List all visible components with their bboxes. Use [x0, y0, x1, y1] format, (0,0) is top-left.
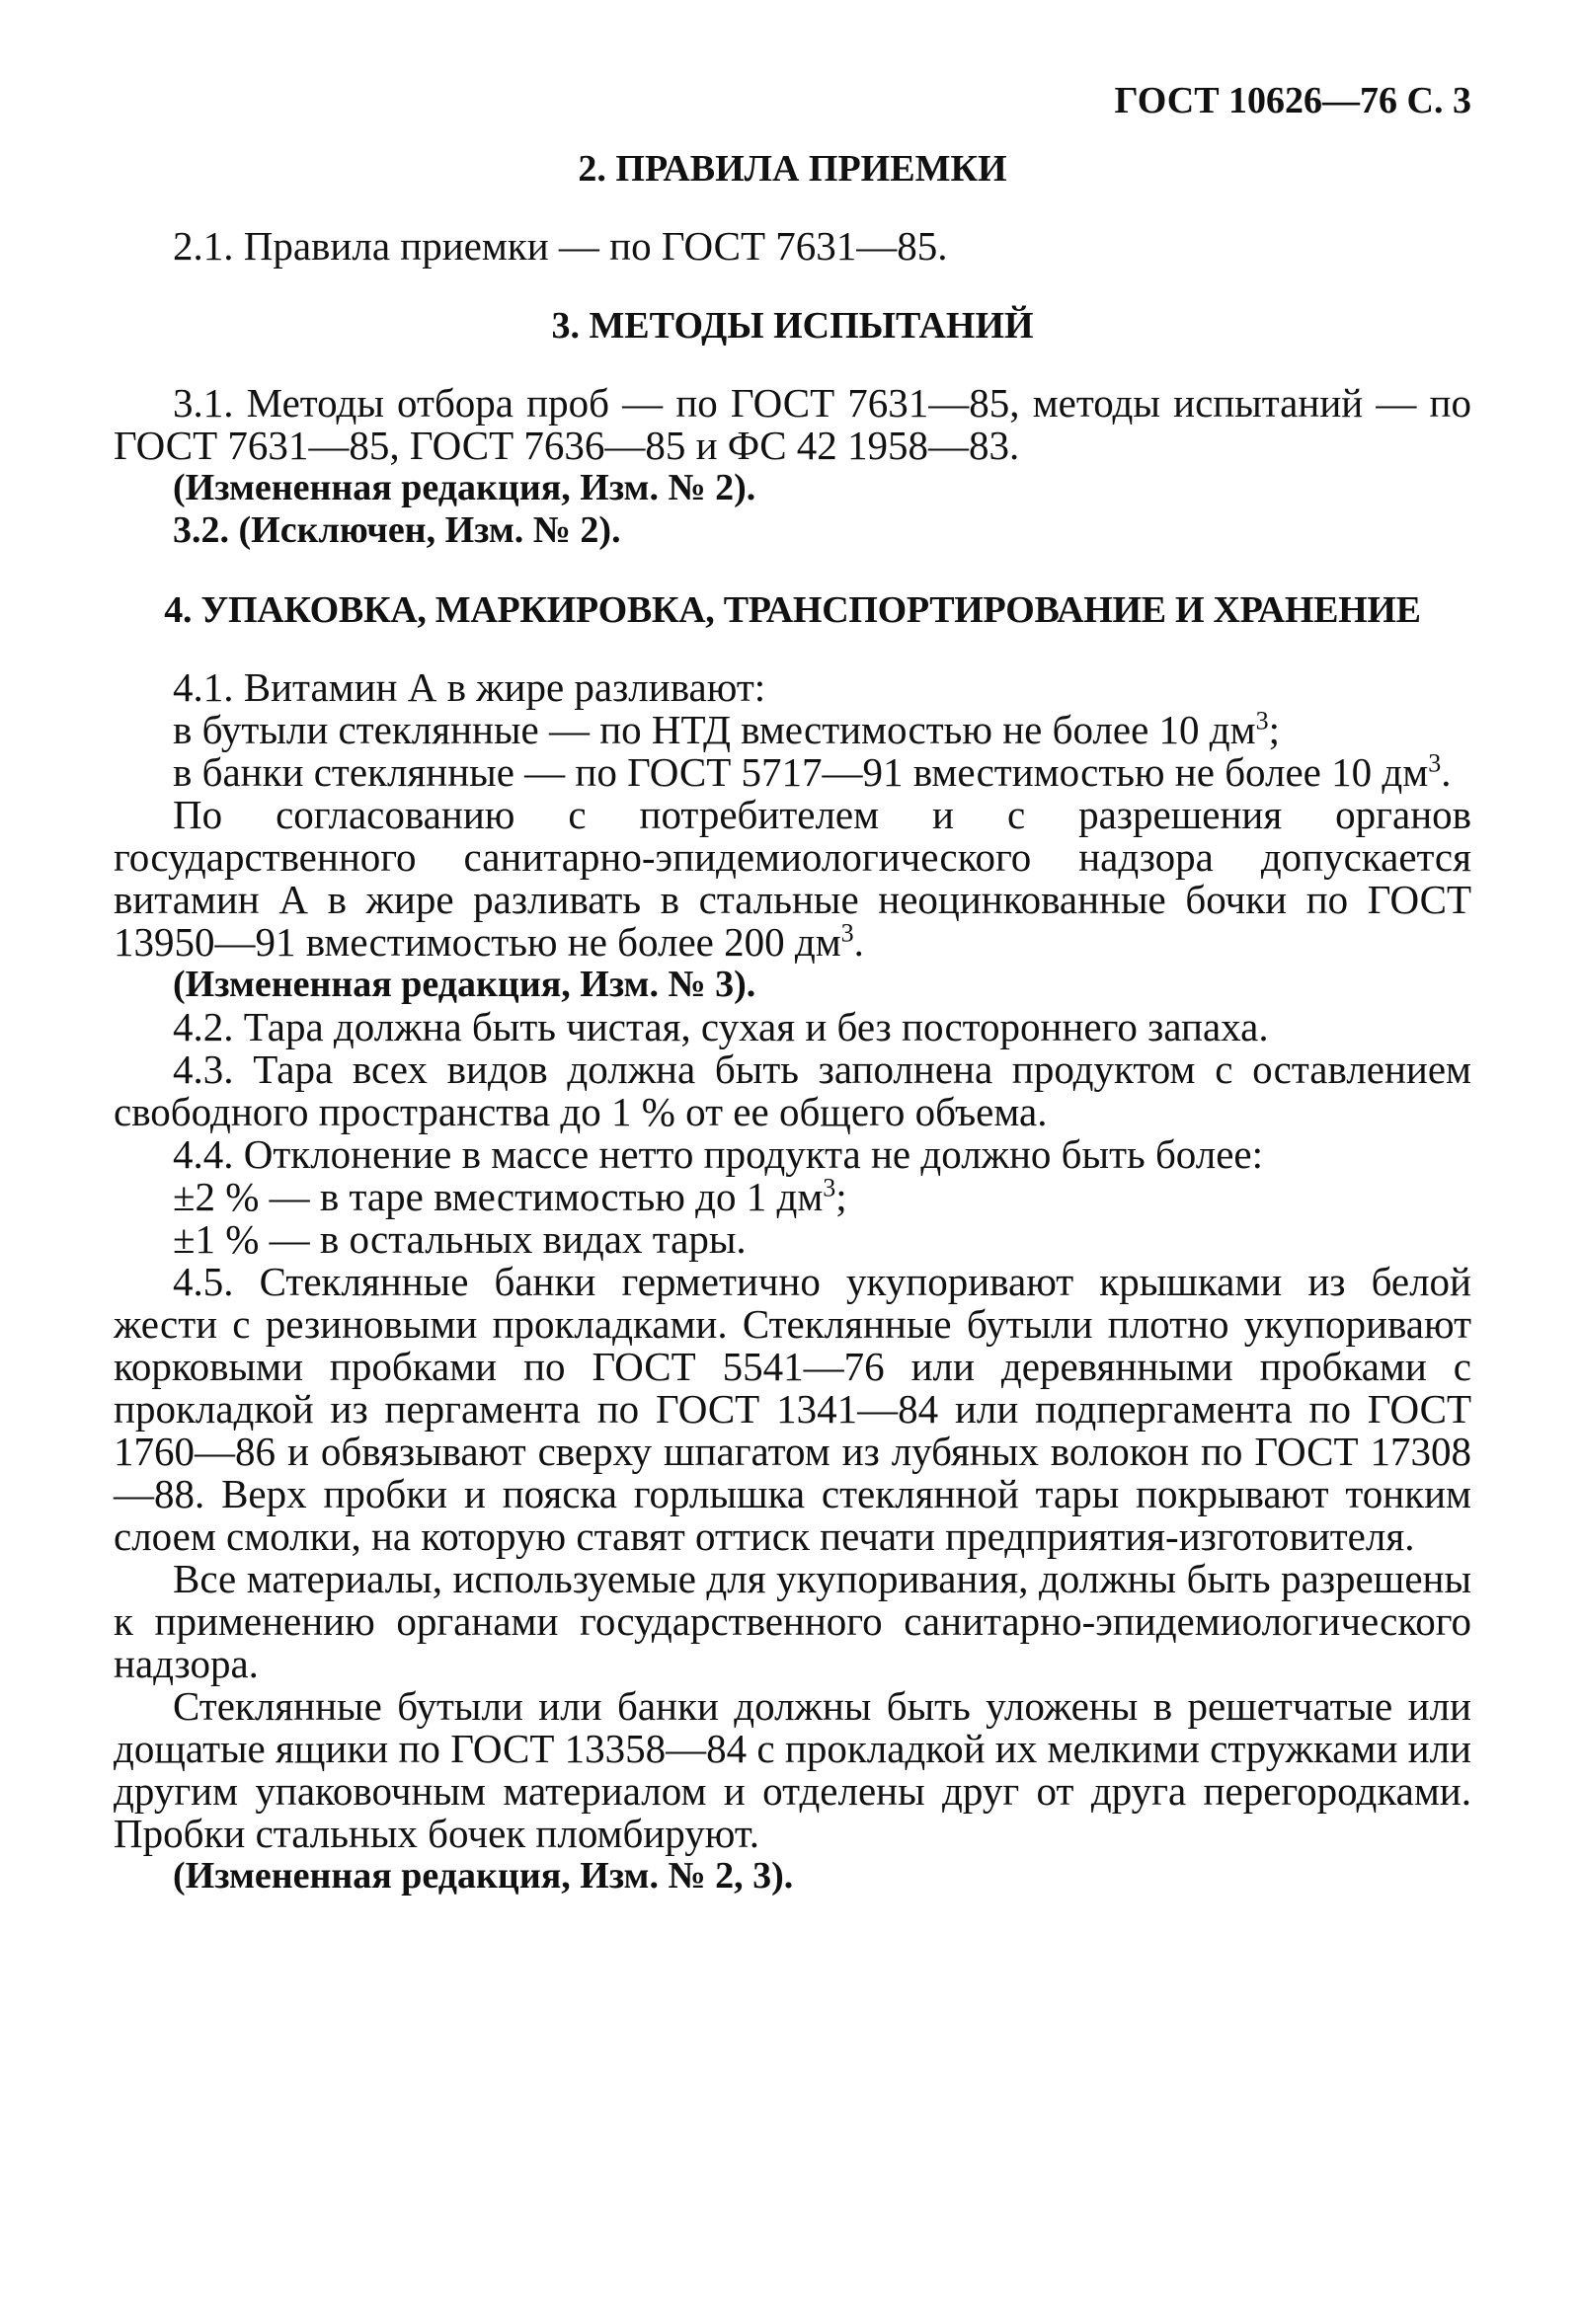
barrels-unit-exponent: 3 [840, 918, 854, 948]
paragraph-4-1-bottles [114, 706, 1471, 752]
paragraph-2-1: 2.1. Правила приемки — по ГОСТ 7631—85. [173, 223, 948, 269]
paragraph-4-5-packing: Стеклянные бутыли или банки должны быть уложены в решетчатые или дощатые ящики по ГОСТ 13358—84 с прокладкой их мелкими стружками или другим упаковочным материалом и отделены друг от друга перегородками. Пробки стальных бочек пломбируют. [114, 1683, 1471, 1856]
section-4-title: 4. УПАКОВКА, МАРКИРОВКА, ТРАНСПОРТИРОВАНИЕ И ХРАНЕНИЕ [164, 589, 1421, 631]
amendment-note-3-1: (Измененная редакция, Изм. № 2). [173, 467, 756, 508]
barrels-end: . [853, 919, 864, 965]
paragraph-4-1-barrels [114, 794, 1471, 964]
section-2-title: 2. ПРАВИЛА ПРИЕМКИ [578, 148, 1007, 190]
jars-unit-exponent: 3 [1428, 748, 1442, 778]
paragraph-3-1: 3.1. Методы отбора проб — по ГОСТ 7631—85, методы испытаний — по ГОСТ 7631—85, ГОСТ 7636—85 и ФС 42 1958—83. [114, 380, 1471, 468]
amendment-note-4-5: (Измененная редакция, Изм. № 2, 3). [173, 1855, 794, 1897]
jars-end: . [1441, 749, 1452, 795]
paragraph-4-2: 4.2. Тара должна быть чистая, сухая и без постороннего запаха. [173, 1004, 1269, 1049]
bottles-text: в бутыли стеклянные — по НТД вместимостью не более 10 дм [173, 707, 1256, 752]
paragraph-4-1-intro: 4.1. Витамин А в жире разливают: [173, 664, 766, 710]
bottles-end: ; [1268, 707, 1280, 752]
paragraph-3-2: 3.2. (Исключен, Изм. № 2). [173, 509, 621, 551]
barrels-text: По согласованию с потребителем и с разрешения органов государственного санитарно-эпидемиологического надзора допускается витамин А в жире разливать в стальные неоцинкованные бочки по ГОСТ 13950—91 вместимостью не более 200 дм [114, 792, 1471, 965]
section-3-title: 3. МЕТОДЫ ИСПЫТАНИЙ [551, 305, 1034, 347]
tolerance-a-end: ; [835, 1174, 847, 1219]
bottles-unit-exponent: 3 [1255, 706, 1269, 736]
paragraph-4-4-b: ±1 % — в остальных видах тары. [173, 1216, 747, 1262]
paragraph-4-5: 4.5. Стеклянные банки герметично укупоривают крышками из белой жести с резиновыми прокладками. Стеклянные бутыли плотно укупоривают корковыми пробками по ГОСТ 5541—76 или деревянными пробками с прокладкой из пергамента по ГОСТ 1341—84 или подпергамента по ГОСТ 1760—86 и обвязывают сверху шпагатом из лубяных волокон по ГОСТ 17308—88. Верх пробки и пояска горлышка стеклянной тары покрывают тонким слоем смолки, на которую ставят оттиск печати предприятия-изготовителя. [114, 1259, 1471, 1559]
paragraph-4-5-materials: Все материалы, используемые для укупоривания, должны быть разрешены к применению органами государственного санитарно-эпидемиологического надзора. [114, 1556, 1471, 1686]
paragraph-4-1-jars [114, 748, 1471, 795]
amendment-note-4-1: (Измененная редакция, Изм. № 3). [173, 964, 756, 1005]
tolerance-a-exponent: 3 [823, 1173, 836, 1202]
paragraph-4-3: 4.3. Тара всех видов должна быть заполнена продуктом с оставлением свободного пространства до 1 % от ее общего объема. [114, 1046, 1471, 1134]
jars-text: в банки стеклянные — по ГОСТ 5717—91 вместимостью не более 10 дм [173, 749, 1429, 795]
document-page [114, 77, 1471, 1898]
paragraph-4-4-a [114, 1173, 1471, 1219]
running-head: ГОСТ 10626—76 С. 3 [1114, 80, 1471, 121]
paragraph-4-4-intro: 4.4. Отклонение в массе нетто продукта не должно быть более: [173, 1131, 1264, 1177]
tolerance-a-text: ±2 % — в таре вместимостью до 1 дм [173, 1174, 824, 1219]
